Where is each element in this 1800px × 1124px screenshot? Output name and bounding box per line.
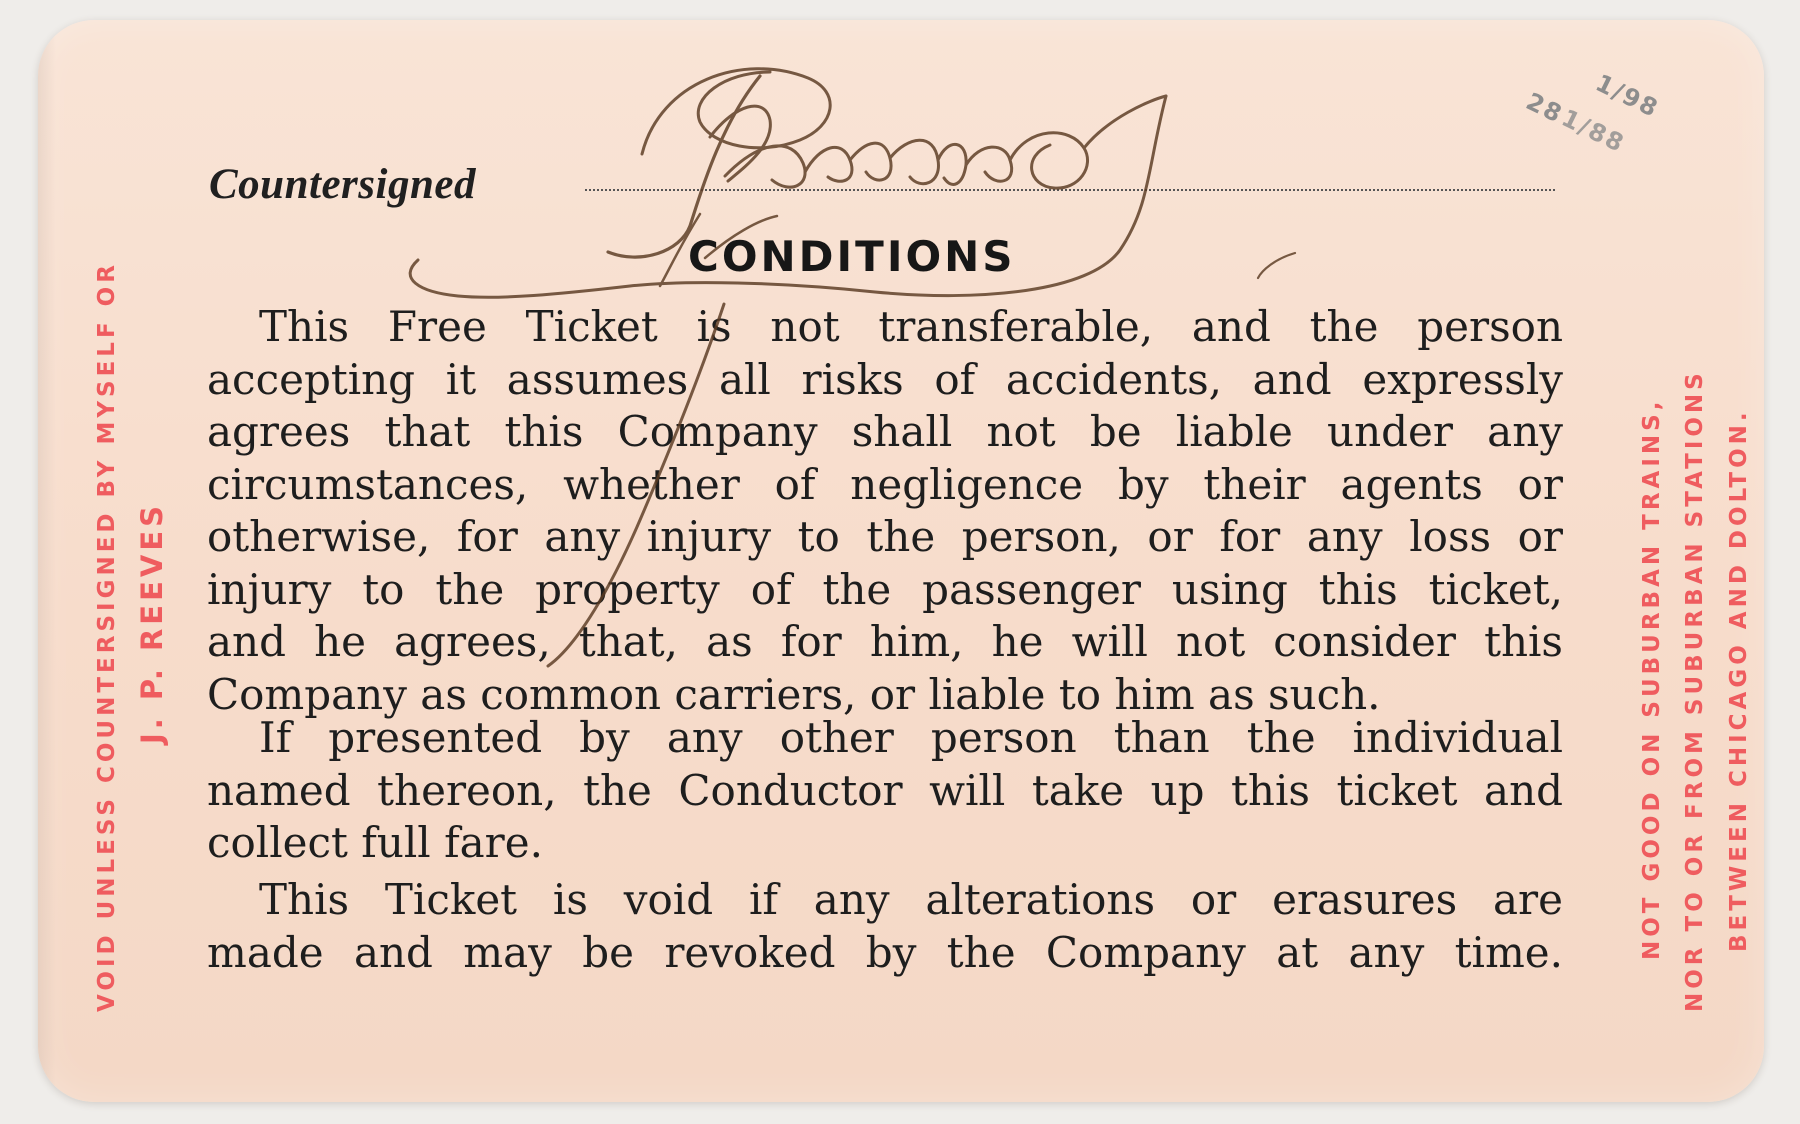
paragraph-line: injury to the property of the passenger using this ticket, xyxy=(207,564,1563,614)
paragraph-line: accepting it assumes all risks of accidents, and expressly xyxy=(207,354,1563,404)
conditions-paragraph-3 xyxy=(207,874,1563,979)
countersigned-label: Countersigned xyxy=(209,161,476,208)
paragraph-line: agrees that this Company shall not be liable under any xyxy=(207,407,1563,456)
ticket-edge-shadow xyxy=(38,20,56,1102)
stamp-text-2: 1/98 xyxy=(1591,68,1664,124)
paragraph-line: circumstances, whether of negligence by their agents or xyxy=(207,459,1563,509)
conditions-paragraph-1 xyxy=(207,301,1563,721)
conditions-paragraph-2 xyxy=(207,712,1563,870)
left-vertical-notice: VOID UNLESS COUNTERSIGNED BY MYSELF OR xyxy=(94,261,120,1012)
right-vertical-notice-line-3: BETWEEN CHICAGO AND DOLTON. xyxy=(1726,408,1752,952)
date-stamp xyxy=(1520,68,1680,182)
stamp-text-3: 1/88 xyxy=(1557,103,1630,159)
conditions-title: CONDITIONS xyxy=(688,232,1016,281)
paragraph-line: made and may be revoked by the Company at any time. xyxy=(207,927,1563,977)
paragraph-line: If presented by any other person than the individual xyxy=(259,713,1563,762)
signature-line xyxy=(585,189,1555,191)
paragraph-line: Company as common carriers, or liable to him as such. xyxy=(207,669,1381,719)
right-vertical-notice-line-2: NOR TO OR FROM SUBURBAN STATIONS xyxy=(1682,369,1708,1012)
paragraph-line: named thereon, the Conductor will take up this ticket and xyxy=(207,765,1563,815)
paragraph-line: collect full fare. xyxy=(207,818,543,867)
paragraph-line: This Ticket is void if any alterations or erasures are xyxy=(259,875,1563,924)
paragraph-line: otherwise, for any injury to the person, or for any loss or xyxy=(207,512,1563,561)
left-vertical-name: J. P. REEVES xyxy=(135,501,169,744)
paragraph-line: This Free Ticket is not transferable, and the person xyxy=(259,302,1563,351)
stamp-text-1: 28 xyxy=(1521,87,1568,129)
right-vertical-notice-line-1: NOT GOOD ON SUBURBAN TRAINS, xyxy=(1639,397,1665,960)
paragraph-line: and he agrees, that, as for him, he will not consider this xyxy=(207,617,1563,666)
